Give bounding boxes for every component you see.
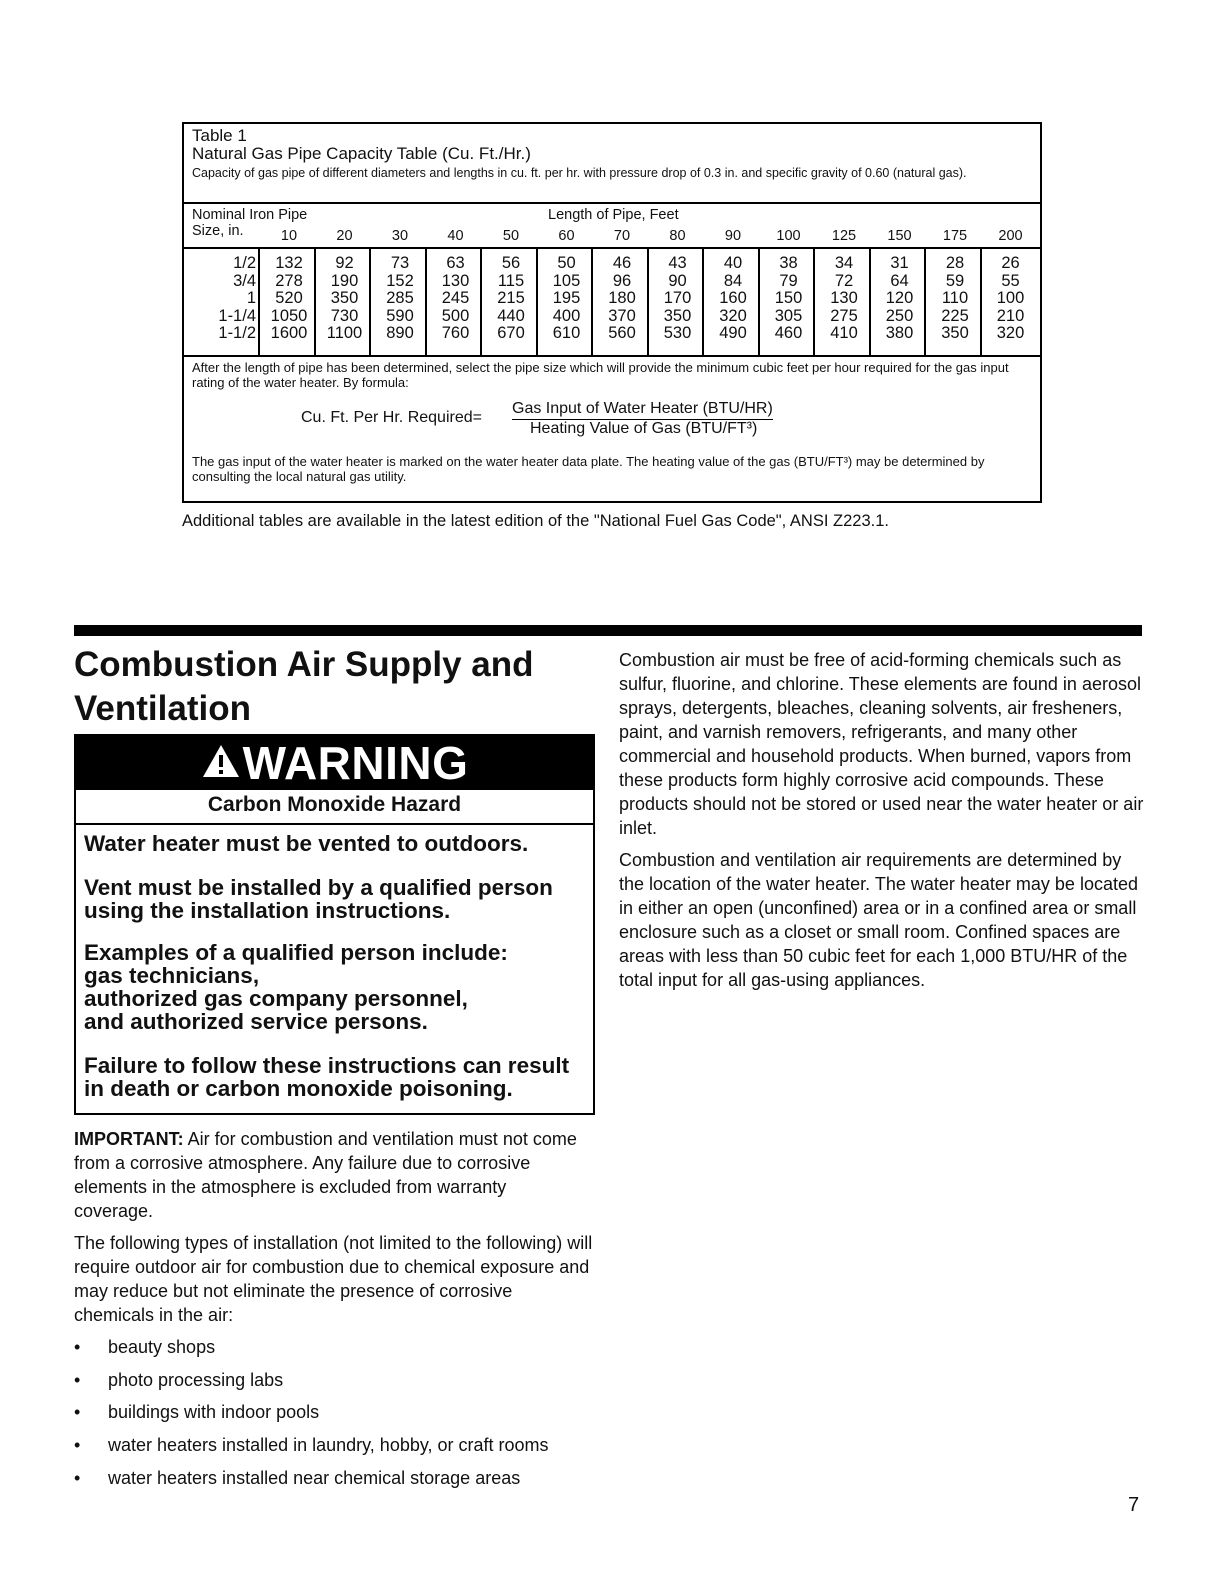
capacity-cell: 890 [386,324,414,342]
capacity-cell: 560 [608,324,636,342]
capacity-cell: 760 [441,324,470,342]
list-item-text: water heaters installed near chemical storage areas [108,1467,521,1488]
length-header: 100 [776,228,801,244]
capacity-cell: 180 [608,289,636,307]
warning-hazard: Carbon Monoxide Hazard [207,793,462,816]
warning-failure: Failure to follow these instructions can result in death or carbon monoxide poisoning. [84,1053,570,1101]
capacity-cell: 245 [441,289,470,307]
pipe-size: 1-1/2 [218,324,256,342]
capacity-cell: 55 [1001,271,1020,290]
list-item [74,1368,614,1401]
capacity-cell: 28 [945,254,965,272]
warning-word: WARNING [242,737,469,789]
list-item-text: buildings with indoor pools [108,1402,320,1423]
list-item [74,1400,614,1433]
capacity-cell: 250 [885,306,914,325]
capacity-cell: 46 [612,254,632,272]
capacity-cell: 90 [668,271,687,290]
length-header: 125 [831,228,857,244]
warning-triangle-icon [201,743,241,784]
capacity-cell: 215 [497,289,525,307]
following-paragraph: The following types of installation (not limited to the following) will require outdoor air for combustion due to chemical exposure and may reduce but not eliminate the presence of corrosive chemicals in the air: [74,1233,593,1325]
length-header: 10 [280,228,298,244]
warning-installed-by: Vent must be installed by a qualified person using the installation instructions. [84,875,553,923]
capacity-cell: 350 [663,306,692,325]
length-header: 30 [391,228,409,244]
capacity-cell: 670 [497,324,525,342]
capacity-cell: 160 [719,289,747,307]
page-number: 7 [1128,1494,1140,1516]
capacity-cell: 170 [663,289,692,307]
capacity-cell: 460 [774,324,803,342]
capacity-cell: 730 [330,306,359,325]
list-item [74,1466,614,1499]
length-header: 50 [502,228,520,244]
capacity-cell: 73 [390,254,410,272]
important-note [74,1127,589,1223]
capacity-cell: 34 [834,254,854,272]
bullet-icon: • [74,1435,81,1456]
pipe-size: 1/2 [233,254,256,272]
capacity-cell: 79 [779,271,798,290]
warning-banner [76,736,593,790]
important-text: Air for combustion and ventilation must not come from a corrosive atmosphere. Any failure due to corrosive elements in the atmosphere is excluded from warranty coverage. [74,1129,577,1221]
length-header: 200 [998,228,1023,244]
length-header: 80 [669,228,686,244]
formula-label: Cu. Ft. Per Hr. Required= [301,409,482,426]
length-header: 20 [336,228,353,244]
capacity-cell: 410 [830,324,858,342]
capacity-cell: 350 [330,289,359,307]
pipe-size-column [192,255,256,343]
length-header: 60 [558,228,575,244]
length-header: 40 [447,228,464,244]
table-divider [184,202,1040,204]
capacity-cell: 440 [497,306,525,325]
length-of-pipe-header: Length of Pipe, Feet [548,207,679,223]
warning-divider [76,823,593,825]
capacity-cell: 380 [885,324,914,342]
capacity-cell: 320 [719,306,747,325]
column-separator [258,247,260,355]
capacity-cell: 350 [941,324,969,342]
section-rule [74,625,1142,636]
table-input-text: The gas input of the water heater is marked on the water heater data plate. The heating value of the gas (BTU/FT³) may be determined by consulting the local natural gas utility. [192,454,985,484]
capacity-cell: 40 [723,254,743,272]
capacity-cell: 490 [719,324,747,342]
capacity-cell: 152 [386,271,414,290]
bullet-icon: • [74,1369,81,1390]
length-header: 70 [613,228,631,244]
bullet-icon: • [74,1337,81,1357]
capacity-cell: 96 [612,271,632,290]
list-item-text: beauty shops [108,1337,216,1357]
list-item [74,1433,614,1466]
list-item-text: photo processing labs [108,1369,284,1390]
table-after-text: After the length of pipe has been determined, select the pipe size which will provide the minimum cubic feet per hour required for the gas input rating of the water heater. By formula: [192,360,1009,390]
capacity-cell: 400 [552,306,581,325]
nominal-pipe-header: Nominal Iron Pipe Size, in. [192,207,308,239]
capacity-cell: 130 [830,289,858,307]
capacity-cell: 1600 [270,324,308,342]
capacity-cell: 530 [663,324,692,342]
formula-denominator: Heating Value of Gas (BTU/FT³) [530,420,758,437]
list-item-text: water heaters installed in laundry, hobby, or craft rooms [108,1435,549,1456]
additional-tables-note: Additional tables are available in the latest edition of the "National Fuel Gas Code", ANSI Z223.1. [182,512,889,530]
installation-list [74,1335,614,1498]
warning-vent-outdoors: Water heater must be vented to outdoors. [84,831,529,856]
formula-numerator: Gas Input of Water Heater (BTU/HR) [512,400,773,420]
capacity-cell: 43 [668,254,687,272]
capacity-cell: 275 [830,306,858,325]
capacity-cell: 72 [834,271,854,290]
capacity-cell: 1100 [326,324,363,342]
capacity-cell: 59 [945,271,965,290]
table-subtitle: Natural Gas Pipe Capacity Table (Cu. Ft./Hr.) [192,144,531,163]
table-divider [184,247,1040,249]
bullet-icon: • [74,1467,81,1488]
capacity-cell: 132 [275,254,303,272]
length-header: 175 [942,228,968,244]
ventilation-requirements-paragraph: Combustion and ventilation air requirements are determined by the location of the water heater. The water heater may be located in either an open (unconfined) area or in a confined area or small enclosure such as a closet or small room. Confined spaces are areas with less than 50 cubic feet for each 1,000 BTU/HR of the total input for all gas-using appliances. [619,850,1138,990]
pipe-capacity-table [182,122,1042,503]
capacity-cell: 500 [441,306,470,325]
capacity-cell: 56 [501,254,521,272]
combustion-air-paragraph: Combustion air must be free of acid-forming chemicals such as sulfur, fluorine, and chlorine. These elements are found in aerosol sprays, detergents, bleaches, cleaning solvents, air fresheners, paint, and varnish removers, refrigerants, and many other commercial and household products. When burned, vapors from these products form highly corrosive acid compounds. These products should not be stored or used near the water heater or air inlet. [619,650,1144,838]
pipe-size: 1-1/4 [218,306,256,325]
list-item [74,1335,614,1368]
length-header: 90 [724,228,742,244]
pipe-size: 3/4 [233,271,256,290]
capacity-cell: 520 [275,289,303,307]
capacity-cell: 50 [557,254,576,272]
capacity-cell: 100 [996,289,1025,307]
capacity-cell: 278 [275,271,303,290]
capacity-cell: 210 [996,306,1025,325]
capacity-cell: 110 [941,289,969,307]
length-header: 150 [887,228,912,244]
capacity-cell: 120 [885,289,914,307]
capacity-cell: 370 [608,306,636,325]
table-divider [184,355,1040,357]
capacity-cell: 305 [774,306,803,325]
capacity-cell: 190 [330,271,359,290]
capacity-cell: 590 [386,306,414,325]
pipe-size: 1 [246,289,256,307]
table-description: Capacity of gas pipe of different diameters and lengths in cu. ft. per hr. with pressure drop of 0.3 in. and specific gravity of 0.60 (natural gas). [192,166,967,180]
capacity-cell: 31 [890,254,909,272]
bullet-icon: • [74,1402,81,1423]
section-title: Combustion Air Supply and Ventilation [74,645,534,728]
capacity-cell: 285 [386,289,414,307]
capacity-cell: 1050 [270,306,308,325]
capacity-cell: 64 [890,271,909,290]
capacity-cell: 92 [335,254,354,272]
warning-box [74,734,595,1115]
capacity-cell: 105 [552,271,581,290]
capacity-cell: 115 [497,271,525,290]
capacity-cell: 26 [1001,254,1020,272]
capacity-cell: 150 [774,289,803,307]
capacity-cell: 130 [441,271,470,290]
capacity-cell: 195 [552,289,581,307]
capacity-cell: 225 [941,306,969,325]
important-label: IMPORTANT: [74,1129,184,1149]
capacity-cell: 610 [552,324,581,342]
table-title: Table 1 [192,126,247,145]
capacity-cell: 63 [446,254,465,272]
warning-examples: Examples of a qualified person include: gas technicians, authorized gas company personnel, and authorized service persons. [84,940,508,1034]
capacity-cell: 84 [723,271,743,290]
capacity-cell: 320 [996,324,1025,342]
capacity-cell: 38 [779,254,798,272]
